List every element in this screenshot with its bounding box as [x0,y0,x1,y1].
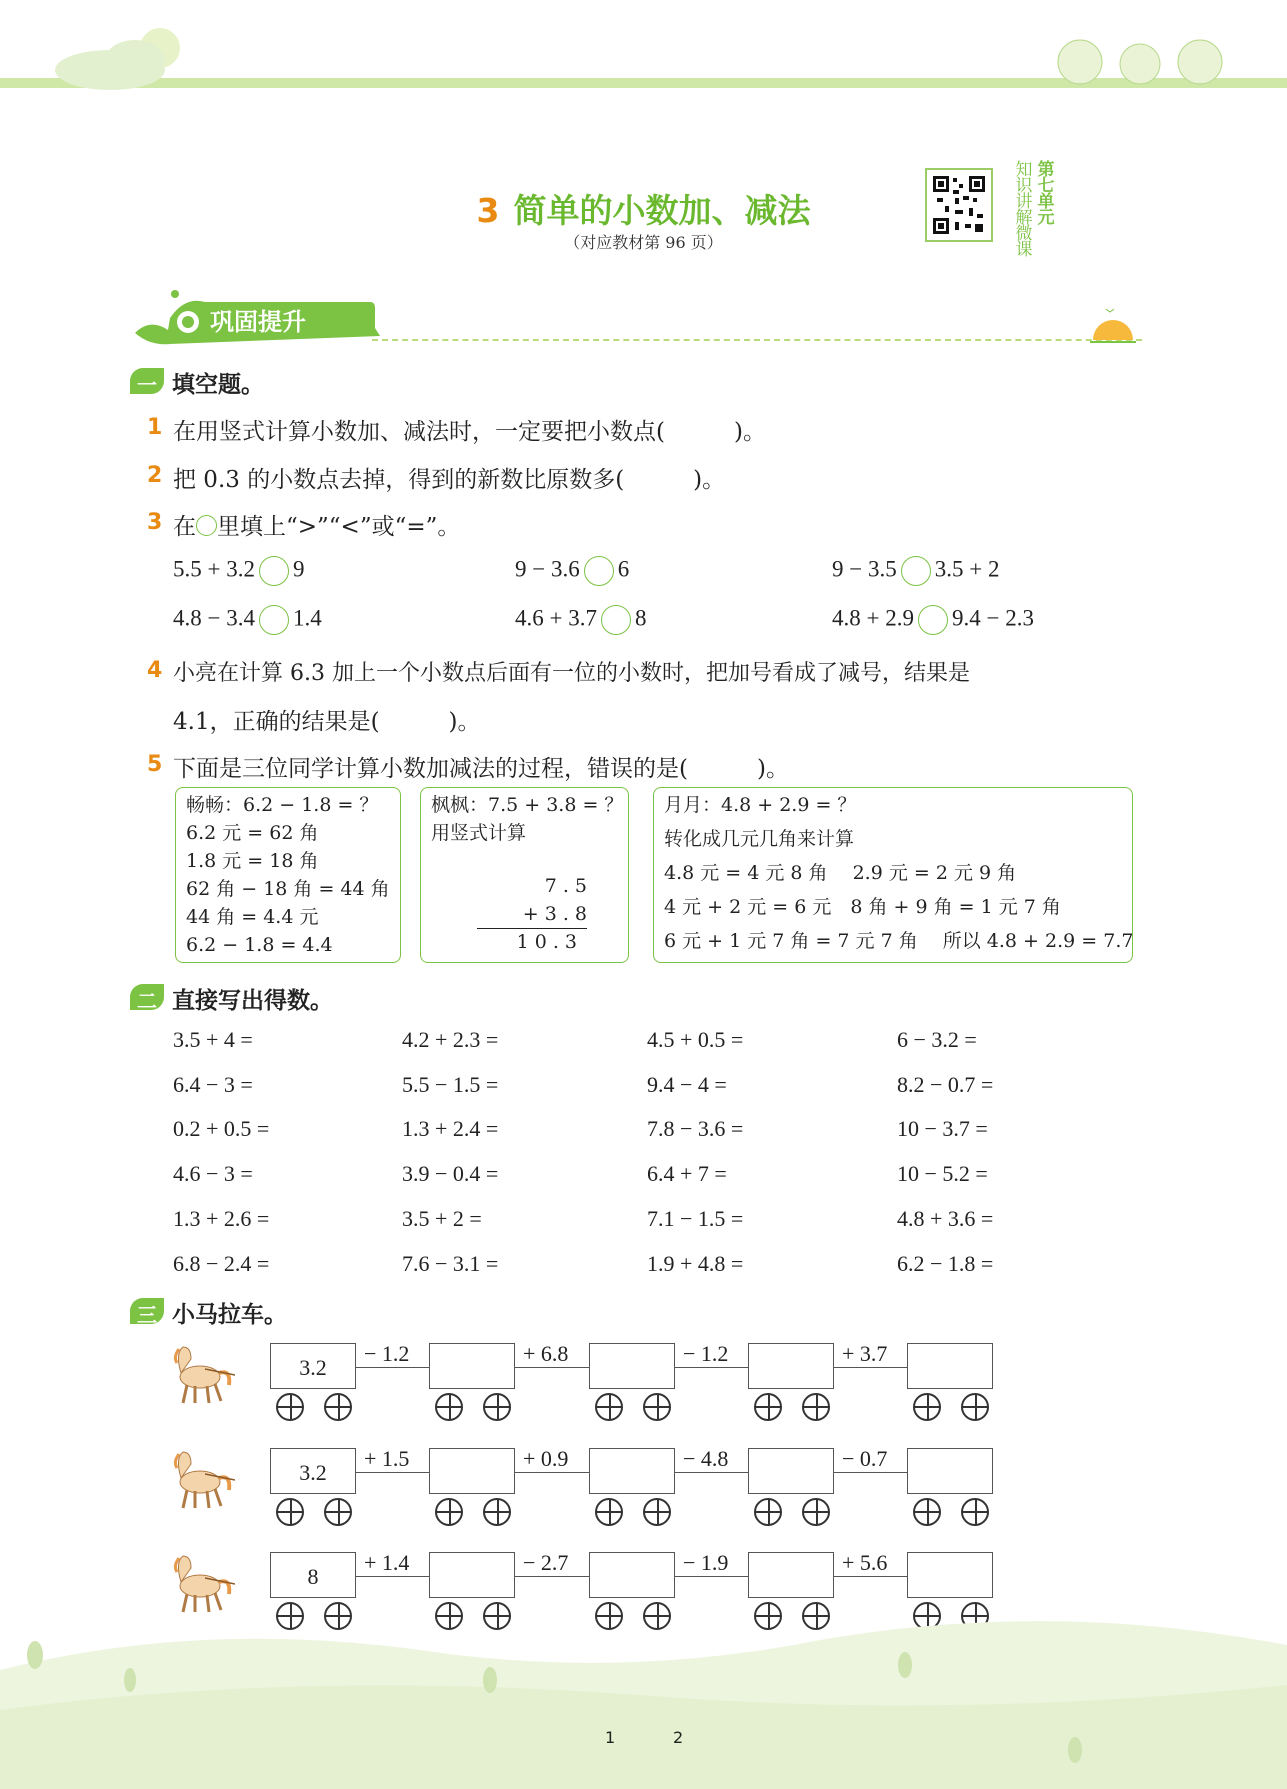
animal-faces-decoration [1050,22,1250,92]
wheel-icon [643,1498,671,1526]
wheel-icon [913,1498,941,1526]
operation-label: + 1.4 [364,1550,410,1575]
train-car-answer[interactable] [589,1448,675,1494]
compare-item: 4.8 − 3.4 1.4 [173,605,322,635]
student-work-box-1: 畅畅：6.2 − 1.8 = ？ 6.2 元 = 62 角 1.8 元 = 18 角 62 角 − 18 角 = 44 角 44 角 = 4.4 元 6.2 − 1.8 = 4.4 [175,787,401,963]
answer-circle[interactable] [259,605,289,635]
calc-problem: 10 − 3.7 = [897,1116,988,1142]
car-connector [834,1576,907,1577]
question-number: 2 [147,463,163,488]
calc-problem: 7.1 − 1.5 = [647,1205,744,1231]
wheel-icon [276,1498,304,1526]
section-title: 填空题。 [172,372,264,398]
car-connector [515,1576,589,1577]
calc-problem: 1.3 + 2.4 = [402,1116,499,1142]
wheel-icon [324,1393,352,1421]
wheel-icon [961,1498,989,1526]
answer-circle[interactable] [259,556,289,586]
operation-label: + 6.8 [523,1341,569,1366]
lesson-title: 简单的小数加、减法 [513,191,811,230]
grass-hills-decoration [0,1600,1287,1789]
car-connector [356,1472,429,1473]
qr-side-col2: 第七单元 [1037,160,1055,228]
answer-circle[interactable] [584,556,614,586]
operation-label: − 2.7 [523,1550,569,1575]
train-car-answer[interactable] [748,1343,834,1389]
lesson-number: 3 [476,191,500,230]
operation-label: − 4.8 [683,1446,729,1471]
train-car-answer[interactable] [907,1552,993,1598]
calc-problem: 1.3 + 2.6 = [173,1205,270,1231]
calc-problem: 6 − 3.2 = [897,1027,977,1052]
calc-problem: 3.5 + 2 = [402,1205,482,1231]
calc-problem: 6.2 − 1.8 = [897,1250,994,1276]
wheel-icon [754,1393,782,1421]
section-badge: 二 [130,984,164,1010]
question-text-cont: 4.1，正确的结果是( )。 [173,709,481,735]
wheel-icon [802,1498,830,1526]
calc-problem: 3.5 + 4 = [173,1027,253,1052]
qr-side-label [1013,160,1059,260]
car-connector [834,1367,907,1368]
operation-label: − 1.9 [683,1550,729,1575]
car-connector [515,1367,589,1368]
train-car-start: 3.2 [270,1448,356,1494]
page-number-right: 2 [673,1728,684,1747]
wheel-icon [754,1498,782,1526]
calc-problem: 4.5 + 0.5 = [647,1027,744,1052]
compare-item: 4.8 + 2.9 9.4 − 2.3 [832,605,1034,635]
question-number: 3 [147,510,163,535]
calc-problem: 6.8 − 2.4 = [173,1250,270,1276]
answer-circle[interactable] [901,556,931,586]
horse-icon [165,1339,235,1409]
section-badge: 三 [130,1298,164,1324]
calc-problem: 3.9 − 0.4 = [402,1161,499,1187]
question-text: 把 0.3 的小数点去掉，得到的新数比原数多( )。 [173,467,726,493]
wheel-icon [595,1498,623,1526]
page-number-left: 1 [605,1728,616,1747]
calc-problem: 4.2 + 2.3 = [402,1027,499,1052]
wheel-icon [802,1393,830,1421]
operation-label: + 5.6 [842,1550,888,1575]
train-car-answer[interactable] [429,1343,515,1389]
question-text: 小亮在计算 6.3 加上一个小数点后面有一位的小数时，把加号看成了减号，结果是 [173,661,970,686]
answer-circle[interactable] [601,605,631,635]
wheel-icon [435,1498,463,1526]
question-number: 4 [147,658,163,683]
calc-problem: 7.8 − 3.6 = [647,1116,744,1142]
wheel-icon [595,1393,623,1421]
calc-problem: 6.4 + 7 = [647,1161,727,1187]
calc-problem: 8.2 − 0.7 = [897,1071,994,1097]
question-text: 在 里填上“>”“<”或“=”。 [173,514,461,540]
wheel-icon [913,1393,941,1421]
wheel-icon [483,1498,511,1526]
qr-code-icon[interactable] [925,168,993,242]
page-title [0,185,1287,232]
wheel-icon [324,1498,352,1526]
calc-problem: 10 − 5.2 = [897,1161,988,1187]
horse-icon [165,1444,235,1514]
train-car-answer[interactable] [907,1448,993,1494]
banner-dashed-line [372,339,1142,341]
wheel-icon [643,1393,671,1421]
banner-label: 巩固提升 [210,308,306,336]
train-car-answer[interactable] [907,1343,993,1389]
train-car-answer[interactable] [589,1552,675,1598]
train-car-start: 8 [270,1552,356,1598]
car-connector [834,1472,907,1473]
question-number: 1 [147,415,163,440]
car-connector [675,1367,748,1368]
question-text: 下面是三位同学计算小数加减法的过程，错误的是( )。 [173,756,789,782]
compare-item: 9 − 3.6 6 [515,556,629,586]
wheel-icon [276,1393,304,1421]
car-connector [515,1472,589,1473]
circle-icon [196,515,217,536]
wheel-icon [435,1393,463,1421]
sun-icon [1088,305,1138,345]
car-connector [356,1367,429,1368]
sun-cloud-decoration [40,20,190,90]
wheel-icon [483,1393,511,1421]
compare-item: 5.5 + 3.2 9 [173,556,304,586]
compare-item: 4.6 + 3.7 8 [515,605,646,635]
calc-problem: 5.5 − 1.5 = [402,1071,499,1097]
calc-problem: 7.6 − 3.1 = [402,1250,499,1276]
calc-problem: 4.8 + 3.6 = [897,1205,994,1231]
calc-problem: 1.9 + 4.8 = [647,1250,744,1276]
car-connector [356,1576,429,1577]
calc-problem: 6.4 − 3 = [173,1071,253,1097]
operation-label: − 1.2 [364,1341,410,1366]
train-car-answer[interactable] [429,1448,515,1494]
page-subtitle: （对应教材第 96 页） [564,233,723,252]
compare-item: 9 − 3.5 3.5 + 2 [832,556,999,586]
calc-problem: 0.2 + 0.5 = [173,1116,270,1142]
car-connector [675,1576,748,1577]
operation-label: − 0.7 [842,1446,888,1471]
operation-label: + 3.7 [842,1341,888,1366]
question-text: 在用竖式计算小数加、减法时，一定要把小数点( )。 [173,419,766,445]
section-badge: 一 [130,368,164,394]
answer-circle[interactable] [918,605,948,635]
student-work-box-2: 枫枫：7.5 + 3.8 = ？ 用竖式计算 7 . 5 + 3 . 8 1 0 . 3 [420,787,629,963]
section-title: 直接写出得数。 [172,988,333,1014]
train-car-answer[interactable] [748,1448,834,1494]
train-car-answer[interactable] [429,1552,515,1598]
calc-problem: 9.4 − 4 = [647,1071,727,1097]
section-title: 小马拉车。 [172,1302,287,1328]
operation-label: + 1.5 [364,1446,410,1471]
train-car-answer[interactable] [748,1552,834,1598]
operation-label: + 0.9 [523,1446,569,1471]
qr-side-col1: 知识讲解微课 [1015,160,1033,260]
train-car-answer[interactable] [589,1343,675,1389]
question-number: 5 [147,752,163,777]
operation-label: − 1.2 [683,1341,729,1366]
car-connector [675,1472,748,1473]
student-work-box-3: 月月：4.8 + 2.9 = ？ 转化成几元几角来计算 4.8 元 = 4 元 8 角 2.9 元 = 2 元 9 角 4 元 + 2 元 = 6 元 8 角 + 9 角 = 1 元 7 角 6 元 + 1 元 7 角 = 7 元 7 角 所以 4.8 + 2.9 = 7.7 [653,787,1133,963]
calc-problem: 4.6 − 3 = [173,1161,253,1187]
train-car-start: 3.2 [270,1343,356,1389]
wheel-icon [961,1393,989,1421]
